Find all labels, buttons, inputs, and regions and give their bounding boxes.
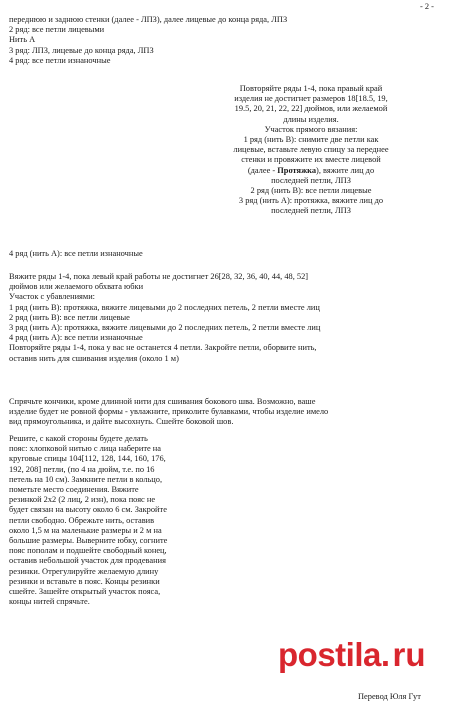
- text-line: дюймов или желаемого обхвата юбки: [9, 282, 144, 292]
- page-number: - 2 -: [420, 2, 434, 11]
- text-line: 3 ряд (нить А): протяжка, вяжите лиц до: [238, 196, 384, 206]
- text-line: оставив нить для сшивания изделия (около 1 м): [9, 353, 179, 363]
- text-line: 3 ряд: ЛПЗ, лицевые до конца ряда, ЛПЗ: [9, 45, 154, 55]
- text-line: изделие будет не ровной формы - увлажните, приколите булавками, чтобы изделие имело: [9, 407, 329, 417]
- text-line: Повторяйте ряды 1-4, пока у вас не останется 4 петли. Закройте петли, оборвите нить,: [9, 343, 317, 353]
- text-line: Спрячьте кончики, кроме длинной нити для сшивания бокового шва. Возможно, ваше: [9, 397, 316, 406]
- decrease-section: [9, 272, 320, 364]
- text-line: 3 ряд (нить А): протяжка, вяжите лицевыми до 2 последних петель, 2 петли вместе лиц: [9, 323, 321, 333]
- text-line: Вяжите ряды 1-4, пока левый край работы не достигнет 26[28, 32, 36, 40, 44, 48, 52]: [9, 272, 309, 281]
- logo-word: postila.: [278, 636, 390, 673]
- waistband-section: [9, 434, 167, 607]
- text-line: вид прямоугольника, и дайте высохнуть. Сшейте боковой шов.: [9, 417, 234, 427]
- text-line: 2 ряд: все петли лицевыми: [9, 25, 105, 35]
- text-line: около 1,5 м на маленькие размеры и 2 м на: [9, 525, 162, 535]
- text-line: 19.5, 20, 21, 22, 22] дюймов, или желаемой: [234, 104, 388, 114]
- text-line: длины изделия.: [283, 114, 339, 124]
- text-line: петли свободно. Обрежьте нить, оставив: [9, 515, 155, 525]
- text-line: сшейте. Зашейте открытый участок пояса,: [9, 587, 161, 597]
- translator-credit: Перевод Юля Гут: [358, 692, 421, 701]
- text-line: переднюю и заднюю стенки (далее - ЛПЗ), далее лицевые до конца ряда, ЛПЗ: [9, 15, 288, 24]
- text-line: стенки и провяжите их вместе лицевой: [241, 155, 381, 165]
- text-line: лицевые, вставьте левую спицу за переднее: [233, 145, 389, 155]
- row4-line: 4 ряд (нить А): все петли изнаночные: [9, 249, 143, 258]
- text-line: пояс пополам и подшейте свободный конец,: [9, 546, 167, 556]
- bold-suffix: ), вяжите лиц до: [316, 165, 375, 175]
- text-line: последней петли, ЛПЗ: [271, 175, 351, 185]
- text-line: петель на 10 см). Замкните петли в кольцо,: [9, 474, 163, 484]
- text-line: пояс: хлопковой нитью с лица наберите на: [9, 444, 161, 454]
- text-line: концы нитей спрячьте.: [9, 597, 90, 607]
- text-line: Решите, с какой стороны будете делать: [9, 434, 148, 443]
- text-line: большие размеры. Выверните юбку, согните: [9, 536, 168, 546]
- text-line: круговые спицы 104[112, 128, 144, 160, 176,: [9, 454, 166, 464]
- text-line: 1 ряд (нить В): протяжка, вяжите лицевыми до 2 последних петель, 2 петли вместе лиц: [9, 302, 320, 312]
- text-line: резинкой 2х2 (2 лиц, 2 изн), пока пояс не: [9, 495, 156, 505]
- bold-term: Протяжка: [277, 165, 317, 175]
- text-line: Повторяйте ряды 1-4, пока правый край: [239, 84, 383, 93]
- text-line-with-bold: [226, 166, 396, 176]
- logo-tld: ru: [392, 636, 426, 673]
- text-line: Участок прямого вязания:: [264, 124, 358, 134]
- bold-prefix: (далее -: [247, 165, 278, 175]
- text-line: 2 ряд (нить В): все петли лицевые: [9, 312, 130, 322]
- text-line: 2 ряд (нить В): все петли лицевые: [250, 186, 372, 196]
- assembly-section: [9, 397, 328, 428]
- text-line: 4 ряд (нить А): все петли изнаночные: [9, 333, 143, 343]
- postila-logo[interactable]: [278, 632, 456, 678]
- text-line: резинки. Отрегулируйте желаемую длину: [9, 566, 159, 576]
- text-line: 1 ряд (нить В): снимите две петли как: [243, 135, 379, 145]
- text-line: изделия не достигнет размеров 18[18.5, 19,: [234, 94, 388, 104]
- text-line: оставив небольшой участок для продевания: [9, 556, 166, 566]
- text-line: Участок с убавлениями:: [9, 292, 96, 302]
- text-line: пометьте место соединения. Вяжите: [9, 485, 139, 495]
- text-line: 4 ряд: все петли изнаночные: [9, 55, 111, 65]
- right-column-block: [226, 84, 396, 217]
- text-line: 192, 208] петли, (по 4 на дюйм, т.е. по 16: [9, 464, 155, 474]
- text-line: будет связан на высоту около 6 см. Закройте: [9, 505, 167, 515]
- text-line: последней петли, ЛПЗ: [271, 206, 351, 216]
- text-line: Нить А: [9, 35, 36, 45]
- text-line: резинки и вставьте в пояс. Концы резинки: [9, 576, 160, 586]
- top-text-block: [9, 15, 287, 66]
